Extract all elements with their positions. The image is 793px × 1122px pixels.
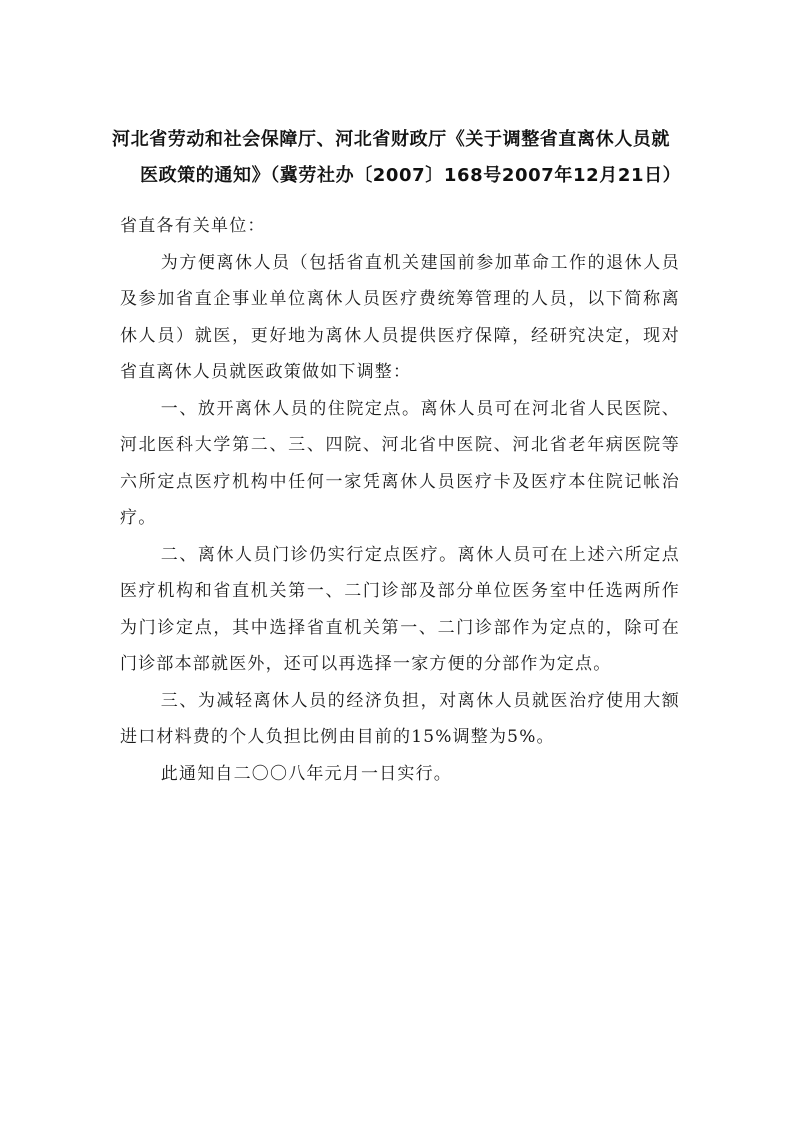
paragraph-item-3: 三、为减轻离休人员的经济负担，对离休人员就医治疗使用大额进口材料费的个人负担比例由目前的15%调整为5%。 xyxy=(120,690,680,747)
paragraph-item-1: 一、放开离休人员的住院定点。离休人员可在河北省人民医院、河北医科大学第二、三、四院、河北省中医院、河北省老年病医院等六所定点医疗机构中任何一家凭离休人员医疗卡及医疗本住院记帐治疗。 xyxy=(120,398,680,528)
title-line-2: 医政策的通知》（冀劳社办〔2007〕168号2007年12月21日） xyxy=(140,165,682,186)
paragraph-item-2: 二、离休人员门诊仍实行定点医疗。离休人员可在上述六所定点医疗机构和省直机关第一、二门诊部及部分单位医务室中任选两所作为门诊定点，其中选择省直机关第一、二门诊部作为定点的，除可在门诊部本部就医外，还可以再选择一家方便的分部作为定点。 xyxy=(120,544,680,674)
salutation: 省直各有关单位： xyxy=(120,216,266,236)
paragraph-intro: 为方便离休人员（包括省直机关建国前参加革命工作的退休人员及参加省直企事业单位离休人员医疗费统筹管理的人员，以下简称离休人员）就医，更好地为离休人员提供医疗保障，经研究决定，现对省直离休人员就医政策做如下调整： xyxy=(120,252,680,382)
document-body xyxy=(120,208,680,792)
document-title xyxy=(112,122,684,194)
title-line-1: 河北省劳动和社会保障厅、河北省财政厅《关于调整省直离休人员就 xyxy=(112,129,670,150)
paragraph-effective-date: 此通知自二〇〇八年元月一日实行。 xyxy=(160,763,452,784)
